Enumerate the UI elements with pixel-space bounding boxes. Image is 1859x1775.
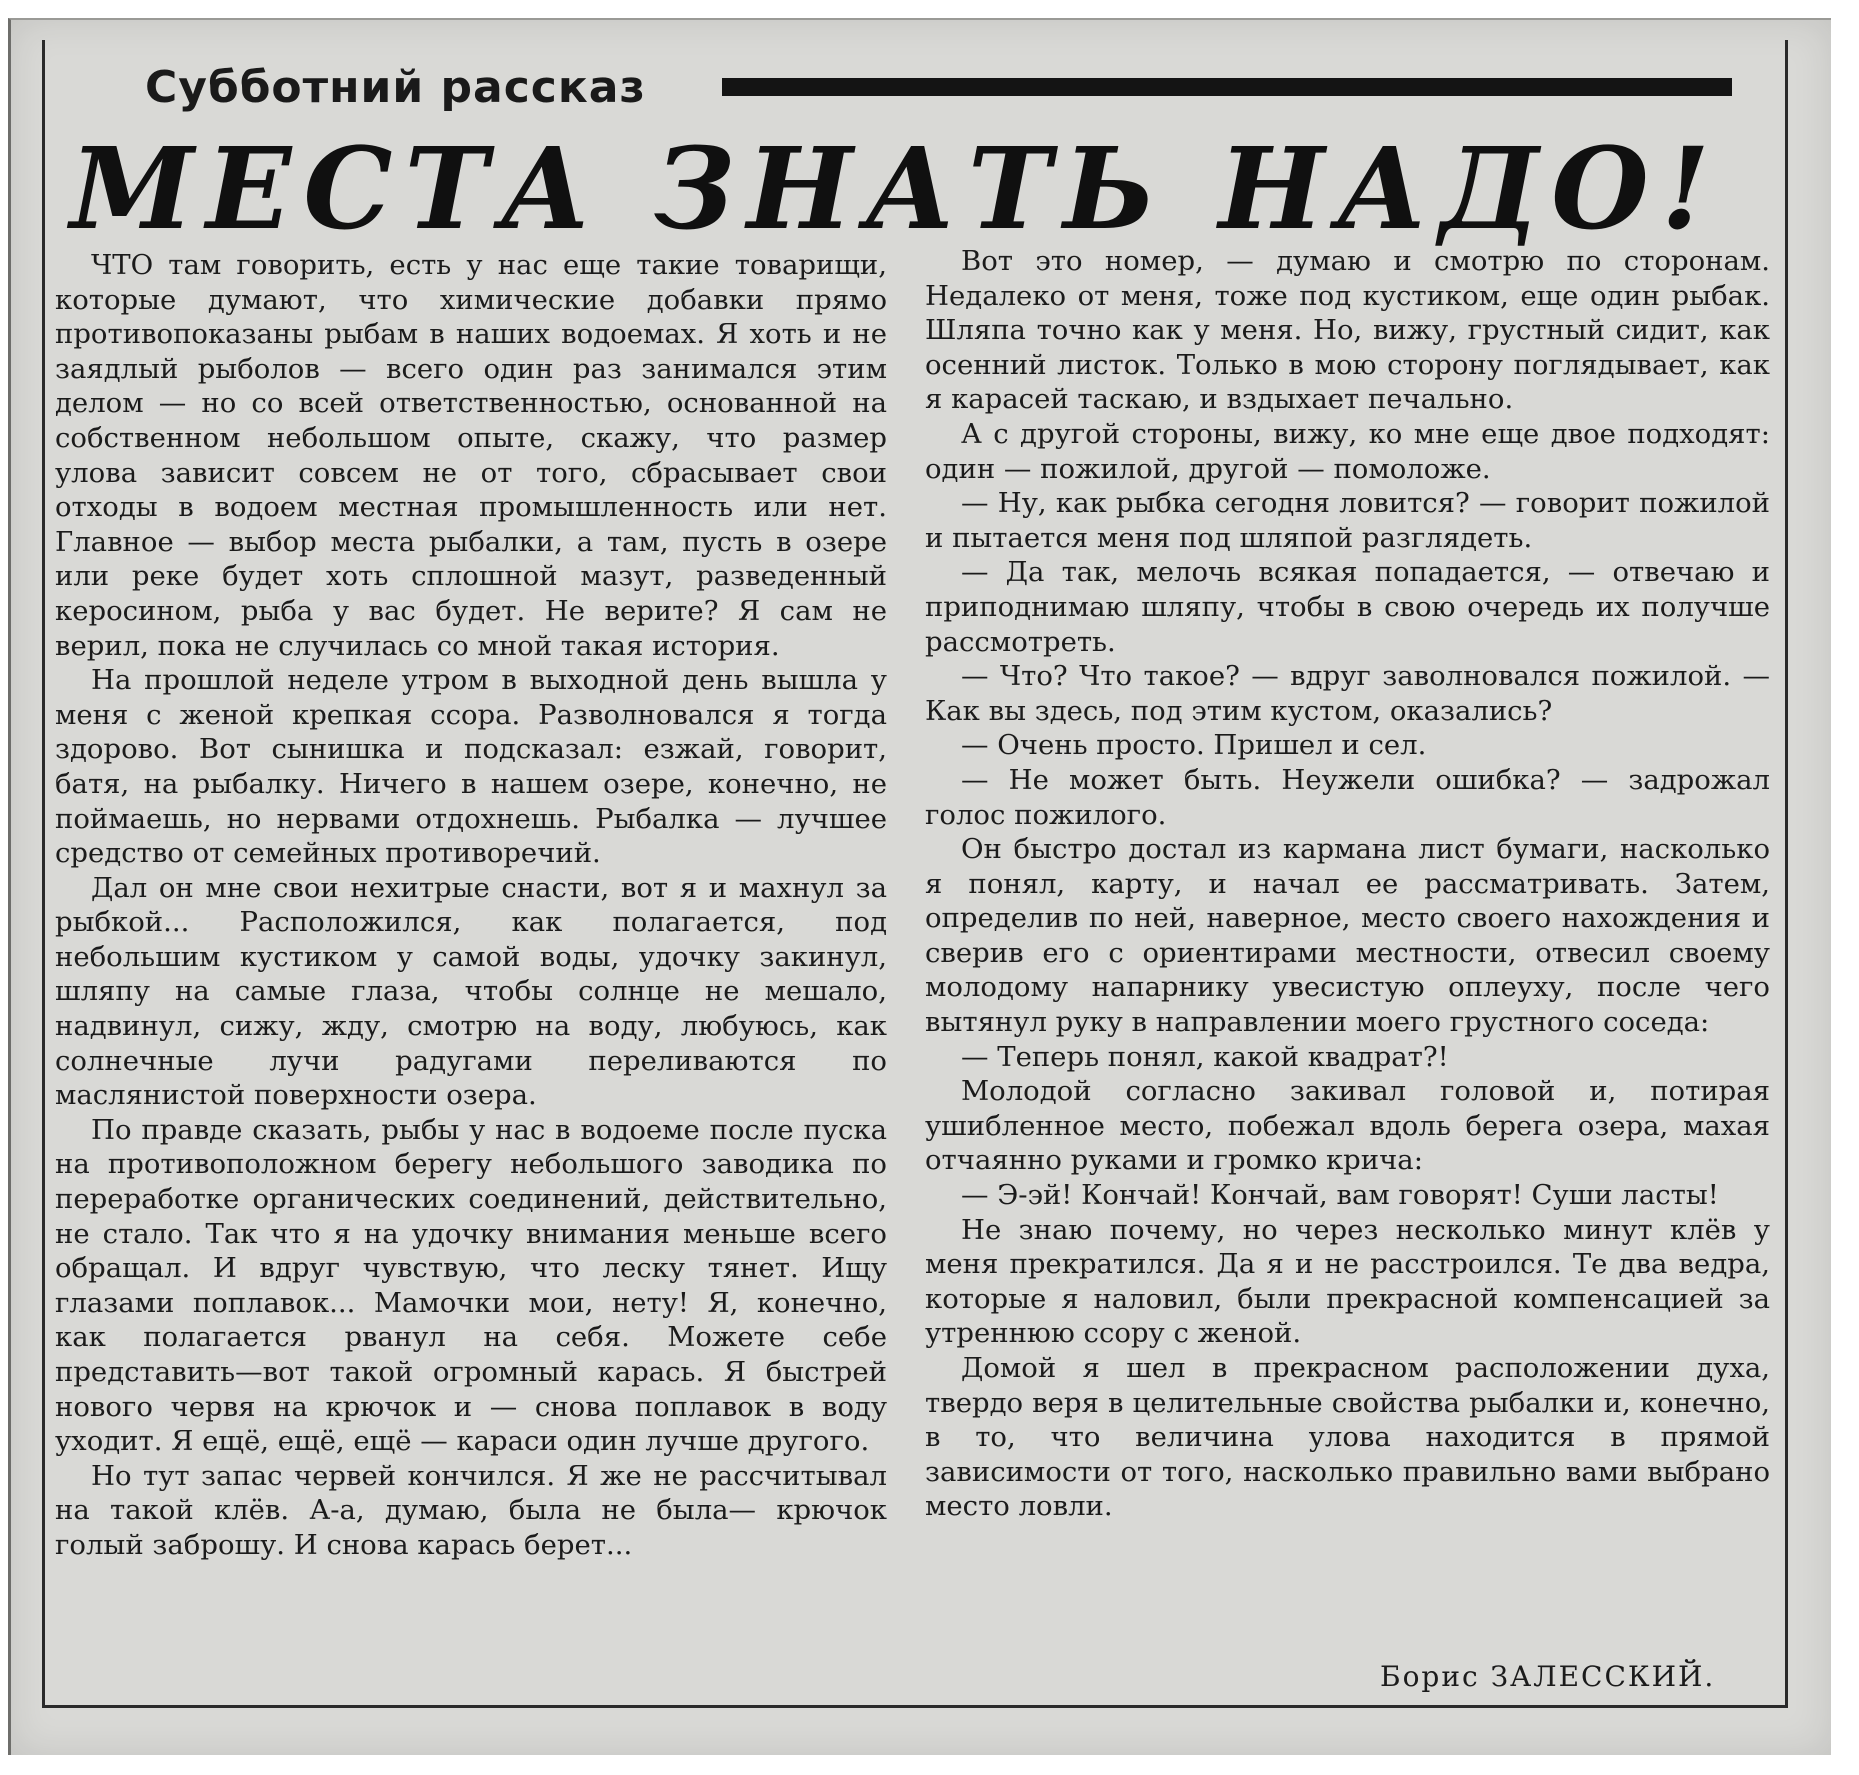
paragraph: Не знаю почему, но через несколько минут клёв у меня прекратился. Да я и не расстроился. Те два ведра, которые я наловил, были прекрасной компенсацией за утреннюю ссору с женой. (925, 1213, 1770, 1350)
article-headline: МЕСТА ЗНАТЬ НАДО! (70, 124, 1722, 255)
paragraph: — Очень просто. Пришел и сел. (961, 729, 1427, 762)
paragraph: А с другой стороны, вижу, ко мне еще двое подходят: один — пожилой, другой — помоложе. (925, 417, 1770, 485)
paragraph: По правде сказать, рыбы у нас в водоеме после пуска на противоположном берегу небольшого заводика по переработке органических соединений, действительно, не стало. Так что я на удочку внимания меньше всего обращал. И вдруг чувствую, что леску тянет. Ищу глазами поплавок... Мамочки мои, нету! Я, конечно, как полагается рванул на себя. Можете себе представить—вот такой огромный карась. Я быстрей нового червя на крючок и — снова поплавок в воду уходит. Я ещё, ещё, ещё — караси один лучше другого. (55, 1113, 887, 1458)
left-column (55, 248, 887, 1563)
paragraph: — Что? Что такое? — вдруг заволновался пожилой. — Как вы здесь, под этим кустом, оказались? (925, 660, 1770, 727)
paragraph: — Ну, как рыбка сегодня ловится? — говорит пожилой и пытается меня под шляпой разглядеть. (925, 487, 1770, 554)
rubric-rule (722, 78, 1732, 96)
rubric-heading: Субботний рассказ (145, 62, 646, 113)
right-column (925, 244, 1770, 1524)
paragraph: — Э-эй! Кончай! Кончай, вам говорят! Суши ласты! (961, 1179, 1719, 1212)
paragraph: — Не может быть. Неужели ошибка? — задрожал голос пожилого. (925, 763, 1770, 831)
paragraph: Молодой согласно закивал головой и, потирая ушибленное место, побежал вдоль берега озера, махая отчаянно руками и громко крича: (925, 1075, 1770, 1177)
paragraph: Дал он мне свои нехитрые снасти, вот я и махнул за рыбкой... Расположился, как полагается, под небольшим кустиком у самой воды, удочку закинул, шляпу на самые глаза, чтобы солнце не мешало, надвинул, сижу, жду, смотрю на воду, любуюсь, как солнечные лучи радугами переливаются по маслянистой поверхности озера. (55, 871, 887, 1112)
paragraph: — Да так, мелочь всякая попадается, — отвечаю и приподнимаю шляпу, чтобы в свою очередь их получше рассмотреть. (925, 556, 1770, 658)
author-signature: Борис ЗАЛЕССКИЙ. (1380, 1660, 1716, 1693)
paragraph: Он быстро достал из кармана лист бумаги, насколько я понял, карту, и начал ее рассматривать. Затем, определив по ней, наверное, место своего нахождения и сверив его с ориентирами местности, отвесил своему молодому напарнику увесистую оплеуху, после чего вытянул руку в направлении моего грустного соседа: (925, 833, 1770, 1039)
paragraph: Но тут запас червей кончился. Я же не рассчитывал на такой клёв. А-а, думаю, была не была— крючок голый заброшу. И снова карась берет... (55, 1459, 887, 1561)
paragraph: — Теперь понял, какой квадрат?! (961, 1040, 1449, 1073)
paragraph: Домой я шел в прекрасном расположении духа, твердо веря в целительные свойства рыбалки и, конечно, в то, что величина улова находится в прямой зависимости от того, насколько правильно вами выбрано место ловли. (925, 1352, 1770, 1523)
paragraph: Вот это номер, — думаю и смотрю по сторонам. Недалеко от меня, тоже под кустиком, еще один рыбак. Шляпа точно как у меня. Но, вижу, грустный сидит, как осенний листок. Только в мою сторону поглядывает, как я карасей таскаю, и вздыхает печально. (925, 245, 1770, 416)
paragraph: ЧТО там говорить, есть у нас еще такие товарищи, которые думают, что химические добавки прямо противопоказаны рыбам в наших водоемах. Я хоть и не заядлый рыболов — всего один раз занимался этим делом — но со всей ответственностью, основанной на собственном небольшом опыте, скажу, что размер улова зависит совсем не от того, сбрасывает свои отходы в водоем местная промышленность или нет. Главное — выбор места рыбалки, а там, пусть в озере или реке будет хоть сплошной мазут, разведенный керосином, рыба у вас будет. Не верите? Я сам не верил, пока не случилась со мной такая история. (55, 249, 887, 662)
paragraph: На прошлой неделе утром в выходной день вышла у меня с женой крепкая ссора. Разволновался я тогда здорово. Вот сынишка и подсказал: езжай, говорит, батя, на рыбалку. Ничего в нашем озере, конечно, не поймаешь, но нервами отдохнешь. Рыбалка — лучшее средство от семейных противоречий. (55, 664, 887, 870)
